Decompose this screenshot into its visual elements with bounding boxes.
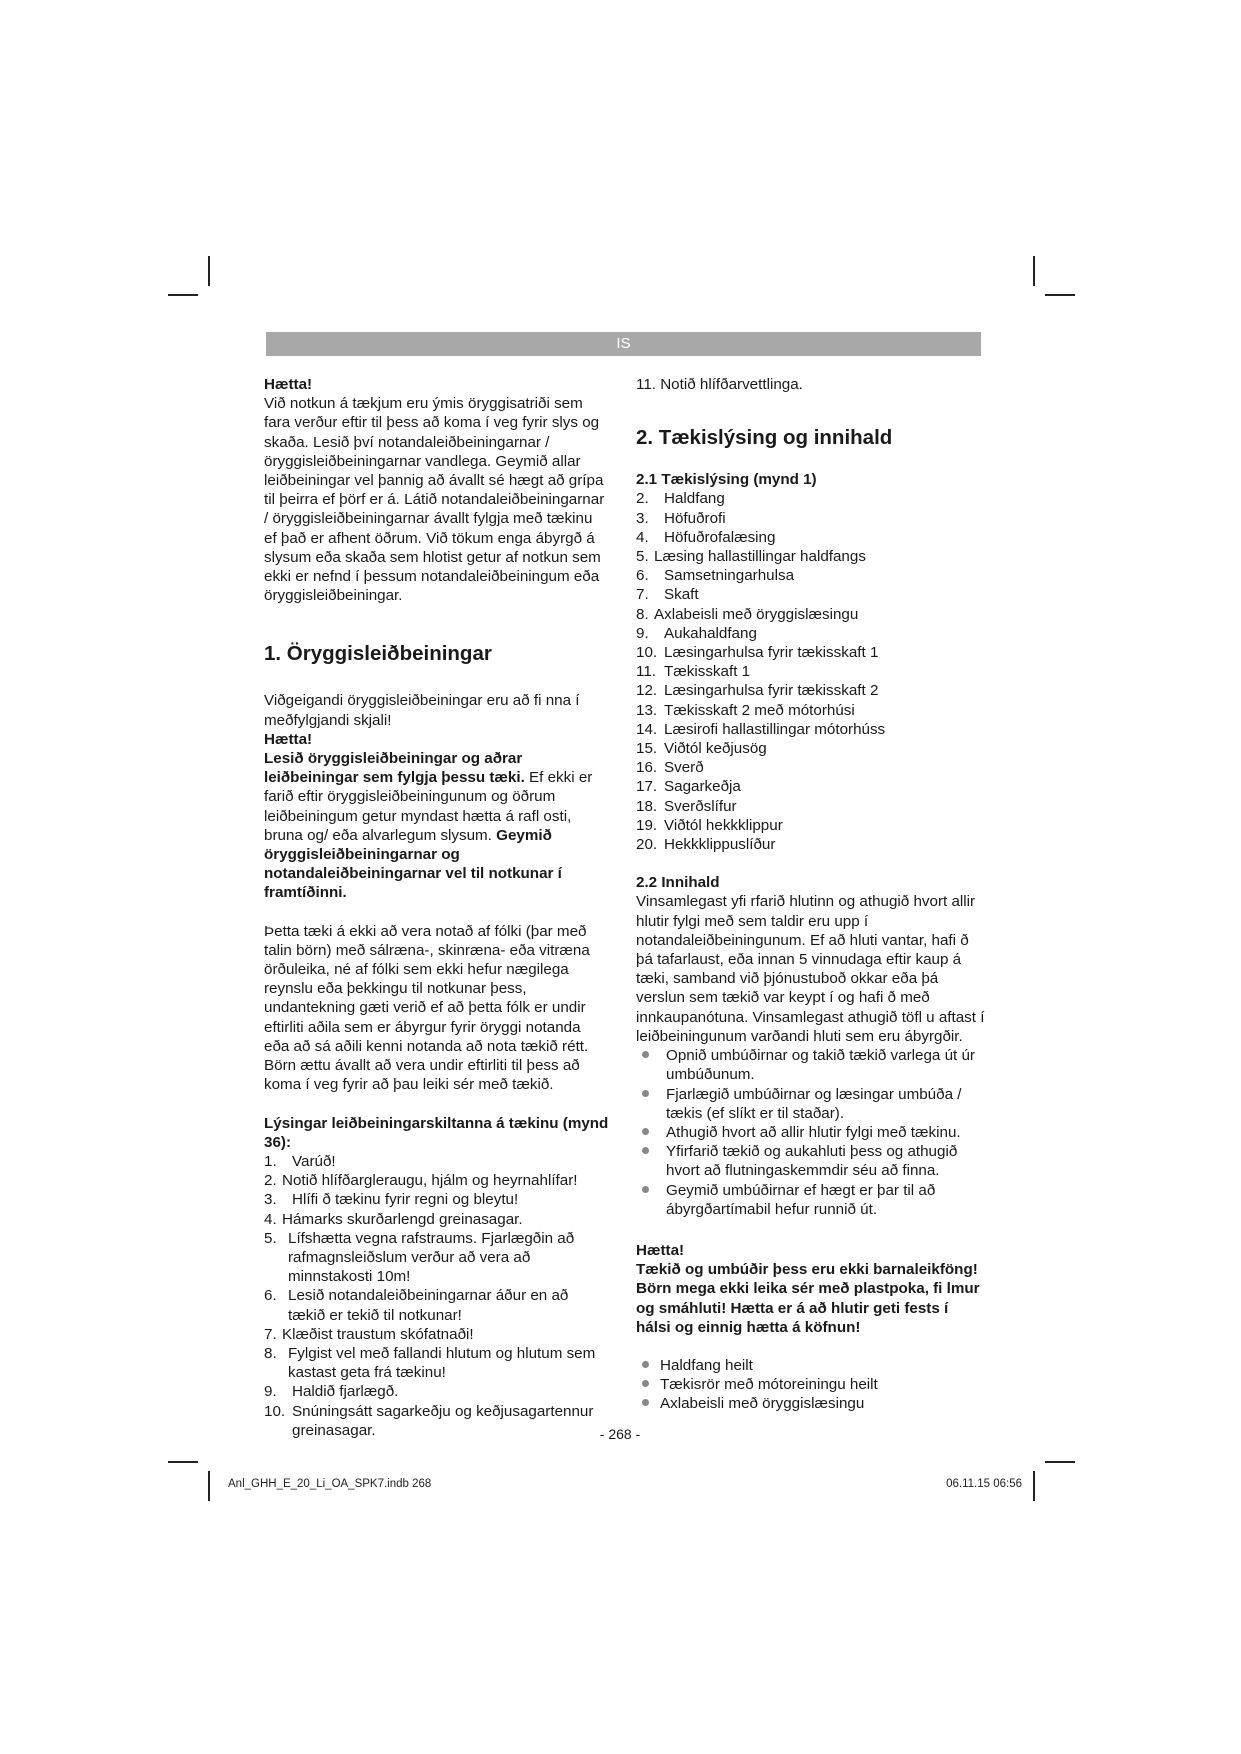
section-1-bold-instruction: Lesið öryggisleiðbeiningar og aðrar leiðbeiningar sem fylgja þessu tæki. <box>264 750 525 787</box>
labels-list <box>264 1152 609 1440</box>
list-item: 8. Axlabeisli með öryggislæsingu <box>636 605 859 623</box>
page-number: - 268 - <box>599 1426 641 1442</box>
list-item: 8. Fylgist vel með fallandi hlutum og hlutum sem kastast geta frá tækinu! <box>264 1344 596 1382</box>
labels-heading: Lýsingar leiðbeiningarskiltanna á tækinu (mynd 36): <box>264 1114 609 1151</box>
left-column <box>264 375 609 1440</box>
list-item: 13. Tækisskaft 2 með mótorhúsi <box>636 701 855 719</box>
section-1-keep-instructions: Geymið öryggisleiðbeiningarnar og notandaleiðbeiningarnar vel til notkunar í framtíðinni. <box>264 826 562 902</box>
list-item: 3. Höfuðrofi <box>636 509 726 527</box>
crop-mark-top-right-h <box>1045 294 1075 296</box>
crop-mark-top-right <box>1033 256 1035 286</box>
crop-mark-top-left <box>208 256 210 286</box>
section-2-heading: 2. Tækislýsing og innihald <box>636 426 893 450</box>
language-header-bar <box>266 332 981 356</box>
warning-text: Við notkun á tækjum eru ýmis öryggisatriði sem fara verður eftir til þess að koma í veg fyrir slys og skaða. Lesið því notandaleiðbeiningarnar / öryggisleiðbeiningarnar vandlega. Geymið allar leiðbeiningar vel þannig að ávallt sé hægt að grípa til þeirra ef þörf er á. Látið notandaleiðbeiningarnar / öryggisleiðbeiningarnar ávallt fylgja með tækinu ef það er afhent öðrum. Við tökum enga ábyrgð á slysum eða skaða sem hlotist getur af notkun sem ekki er nefnd í þessum notandaleiðbeiningum eða öryggisleiðbeiningar. <box>264 395 605 605</box>
list-item: Yfirfarið tækið og aukahluti þess og athugið hvort að flutningaskemmdir séu að finna. <box>636 1142 986 1180</box>
footer-timestamp: 06.11.15 06:56 <box>946 1478 1022 1490</box>
list-item: Haldfang heilt <box>636 1356 986 1375</box>
crop-mark-bottom-right-h <box>1045 1461 1075 1463</box>
list-item: 5. Lífshætta vegna rafstraums. Fjarlægðin að rafmagnsleiðslum verður að vera að minnstakosti 10m! <box>264 1229 575 1286</box>
list-item: 10. Læsingarhulsa fyrir tækisskaft 1 <box>636 644 879 662</box>
list-item: Fjarlægið umbúðirnar og læsingar umbúða / tækis (ef slíkt er til staðar). <box>636 1085 986 1123</box>
list-item: 12. Læsingarhulsa fyrir tækisskaft 2 <box>636 682 879 700</box>
footer-filename: Anl_GHH_E_20_Li_OA_SPK7.indb 268 <box>228 1478 432 1490</box>
crop-mark-bottom-left <box>208 1471 210 1501</box>
list-item: 18. Sverðslífur <box>636 797 737 815</box>
section-1-hazard-text: Ef ekki er farið eftir öryggisleiðbeiningunum og öðrum leiðbeiningum getur myndast hætta á rafl osti, bruna og/ eða alvarlegum slysum. <box>264 769 593 844</box>
label-item-11: 11. Notið hlífðarvettlinga. <box>636 376 803 393</box>
list-item: 16. Sverð <box>636 759 704 777</box>
unpacking-bullets <box>636 1046 986 1219</box>
list-item: 3. Hlífi ð tækinu fyrir regni og bleytu! <box>264 1191 519 1209</box>
section-1-warning-paragraph <box>264 749 609 903</box>
section-1-intro: Viðgeigandi öryggisleiðbeiningar eru að fi nna í meðfylgjandi skjali! <box>264 692 580 729</box>
section-1-warning-title: Hætta! <box>264 730 313 748</box>
list-item: 19. Viðtól hekkklippur <box>636 816 783 834</box>
list-item: 1. Varúð! <box>264 1152 336 1170</box>
list-item: 14. Læsirofi hallastillingar mótorhúss <box>636 720 886 738</box>
contents-list <box>636 1356 986 1414</box>
list-item: 15. Viðtól keðjusög <box>636 740 767 758</box>
section-2-1-heading: 2.1 Tækislýsing (mynd 1) <box>636 471 817 489</box>
list-item: 11. Tækisskaft 1 <box>636 663 751 681</box>
warning-title: Hætta! <box>264 376 313 393</box>
section-2-2-heading: 2.2 Innihald <box>636 874 720 892</box>
list-item: 7. Skaft <box>636 586 699 604</box>
list-item: 5. Læsing hallastillingar haldfangs <box>636 548 866 566</box>
crop-mark-top-left-h <box>168 294 198 296</box>
warning-2-text: Tækið og umbúðir þess eru ekki barnaleikföng! Börn mega ekki leika sér með plastpoka, fi lmur og smáhluti! Hætta er á að hlutir geti fests í hálsi og einnig hætta á köfnun! <box>636 1261 980 1336</box>
list-item: Axlabeisli með öryggislæsingu <box>636 1394 986 1413</box>
list-item: 6. Samsetningarhulsa <box>636 567 795 585</box>
list-item: 7. Klæðist traustum skófatnaði! <box>264 1325 474 1343</box>
section-1-heading: 1. Öryggisleiðbeiningar <box>264 642 492 666</box>
list-item: Geymið umbúðirnar ef hægt er þar til að ábyrgðartímabil hefur runnið út. <box>636 1181 986 1219</box>
crop-mark-bottom-left-h <box>168 1461 198 1463</box>
list-item: 4. Hámarks skurðarlengd greinasagar. <box>264 1210 523 1228</box>
list-item: 17. Sagarkeðja <box>636 778 741 796</box>
list-item: 9. Aukahaldfang <box>636 624 757 642</box>
section-1-user-restriction: Þetta tæki á ekki að vera notað af fólki (þar með talin börn) með sálræna-, skinræna- eða vitræna örðuleika, né af fólki sem ekki hefur nægilega reynslu eða þekkingu til notkunar þess, undantekning gæti verið ef að þetta fólk er undir eftirliti aðila sem er ábyrgur fyrir öryggi notanda eða að sá aðili kenni notanda að nota tækið rétt. Börn ættu ávallt að vera undir eftirliti til þess að koma í veg fyrir að þau leiki sér með tækið. <box>264 922 590 1094</box>
right-column <box>636 375 986 1414</box>
section-2-2-text: Vinsamlegast yfi rfarið hlutinn og athugið hvort allir hlutir fylgi með sem taldir eru upp í notandaleiðbeiningunum. Ef að hluti vantar, hafi ð þá tafarlaust, eða innan 5 vinnudaga eftir kaup á tæki, samband við þjónustuboð okkar eða þá verslun sem tækið var keypt í og hafi ð með innkaupanótuna. Vinsamlegast athugið töfl u aftast í leiðbeiningunum varðandi hluti sem eru ábyrgðir. <box>636 893 985 1045</box>
list-item: 10. Snúningsátt sagarkeðju og keðjusagartennur greinasagar. <box>264 1402 594 1439</box>
list-item: Opnið umbúðirnar og takið tækið varlega út úr umbúðunum. <box>636 1046 986 1084</box>
list-item: 2. Notið hlífðargleraugu, hjálm og heyrnahlífar! <box>264 1172 578 1190</box>
warning-2-title: Hætta! <box>636 1241 685 1259</box>
crop-mark-bottom-right <box>1033 1471 1035 1501</box>
list-item: Tækisrör með mótoreiningu heilt <box>636 1375 986 1394</box>
parts-list <box>636 489 986 854</box>
list-item: 20. Hekkklippuslíður <box>636 836 776 854</box>
language-code: IS <box>616 335 631 352</box>
list-item: 6. Lesið notandaleiðbeiningarnar áður en að tækið er tekið til notkunar! <box>264 1287 569 1324</box>
list-item: 2. Haldfang <box>636 490 725 508</box>
list-item: Athugið hvort að allir hlutir fylgi með tækinu. <box>636 1123 986 1142</box>
list-item: 4. Höfuðrofalæsing <box>636 528 776 546</box>
list-item: 9. Haldið fjarlægð. <box>264 1383 399 1401</box>
